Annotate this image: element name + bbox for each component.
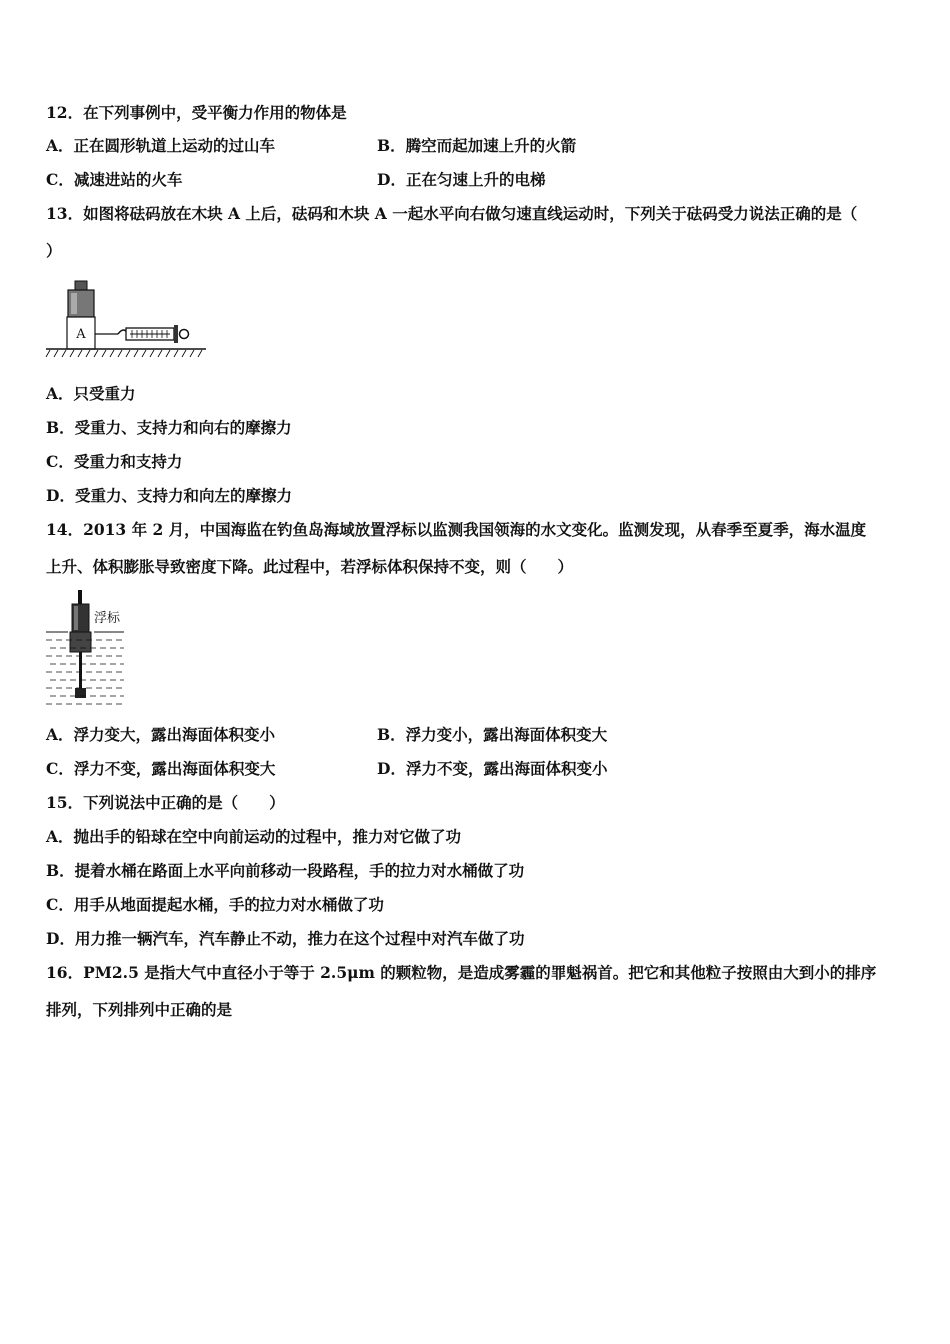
q13-figure-label: A bbox=[76, 327, 86, 342]
q16-stem-line1: 16．PM2.5 是指大气中直径小于等于 2.5μm 的颗粒物，是造成雾霾的罪魁祸首。把它和其他粒子按照由大到小的排序 bbox=[46, 963, 877, 982]
q13-option-b: B．受重力、支持力和向右的摩擦力 bbox=[46, 418, 292, 437]
q12-stem: 12．在下列事例中，受平衡力作用的物体是 bbox=[46, 103, 347, 122]
q15-option-a: A．抛出手的铅球在空中向前运动的过程中，推力对它做了功 bbox=[46, 827, 462, 846]
q12-option-a: A．正在圆形轨道上运动的过山车 bbox=[46, 136, 276, 155]
q15-option-c: C．用手从地面提起水桶，手的拉力对水桶做了功 bbox=[46, 895, 384, 914]
q14-option-b: B．浮力变小，露出海面体积变大 bbox=[377, 725, 608, 744]
q15-option-d: D．用力推一辆汽车，汽车静止不动，推力在这个过程中对汽车做了功 bbox=[46, 929, 525, 948]
q13-stem-line2: ） bbox=[46, 241, 62, 260]
q14-stem-line1: 14．2013 年 2 月，中国海监在钓鱼岛海域放置浮标以监测我国领海的水文变化。监测发现，从春季至夏季，海水温度 bbox=[46, 520, 867, 539]
q12-option-b: B．腾空而起加速上升的火箭 bbox=[377, 136, 577, 155]
q13-option-d: D．受重力、支持力和向左的摩擦力 bbox=[46, 486, 292, 505]
q15-stem: 15．下列说法中正确的是（ ） bbox=[46, 793, 285, 812]
q14-figure-buoy bbox=[44, 588, 126, 708]
q12-option-d: D．正在匀速上升的电梯 bbox=[377, 170, 546, 189]
q15-option-b: B．提着水桶在路面上水平向前移动一段路程，手的拉力对水桶做了功 bbox=[46, 861, 525, 880]
q14-option-a: A．浮力变大，露出海面体积变小 bbox=[46, 725, 276, 744]
q13-stem-line1: 13．如图将砝码放在木块 A 上后，砝码和木块 A 一起水平向右做匀速直线运动时，下列关于砝码受力说法正确的是（ bbox=[46, 204, 858, 223]
q16-stem-line2: 排列，下列排列中正确的是 bbox=[46, 1000, 233, 1019]
q14-option-c: C．浮力不变，露出海面体积变大 bbox=[46, 759, 276, 778]
q13-figure-weight-block-spring-scale bbox=[44, 278, 210, 364]
q13-option-a: A．只受重力 bbox=[46, 384, 136, 403]
q14-option-d: D．浮力不变，露出海面体积变小 bbox=[377, 759, 608, 778]
q14-figure-label: 浮标 bbox=[94, 611, 121, 626]
q14-stem-line2: 上升、体积膨胀导致密度下降。此过程中，若浮标体积保持不变，则（ ） bbox=[46, 557, 574, 576]
q12-option-c: C．减速进站的火车 bbox=[46, 170, 183, 189]
q13-option-c: C．受重力和支持力 bbox=[46, 452, 183, 471]
